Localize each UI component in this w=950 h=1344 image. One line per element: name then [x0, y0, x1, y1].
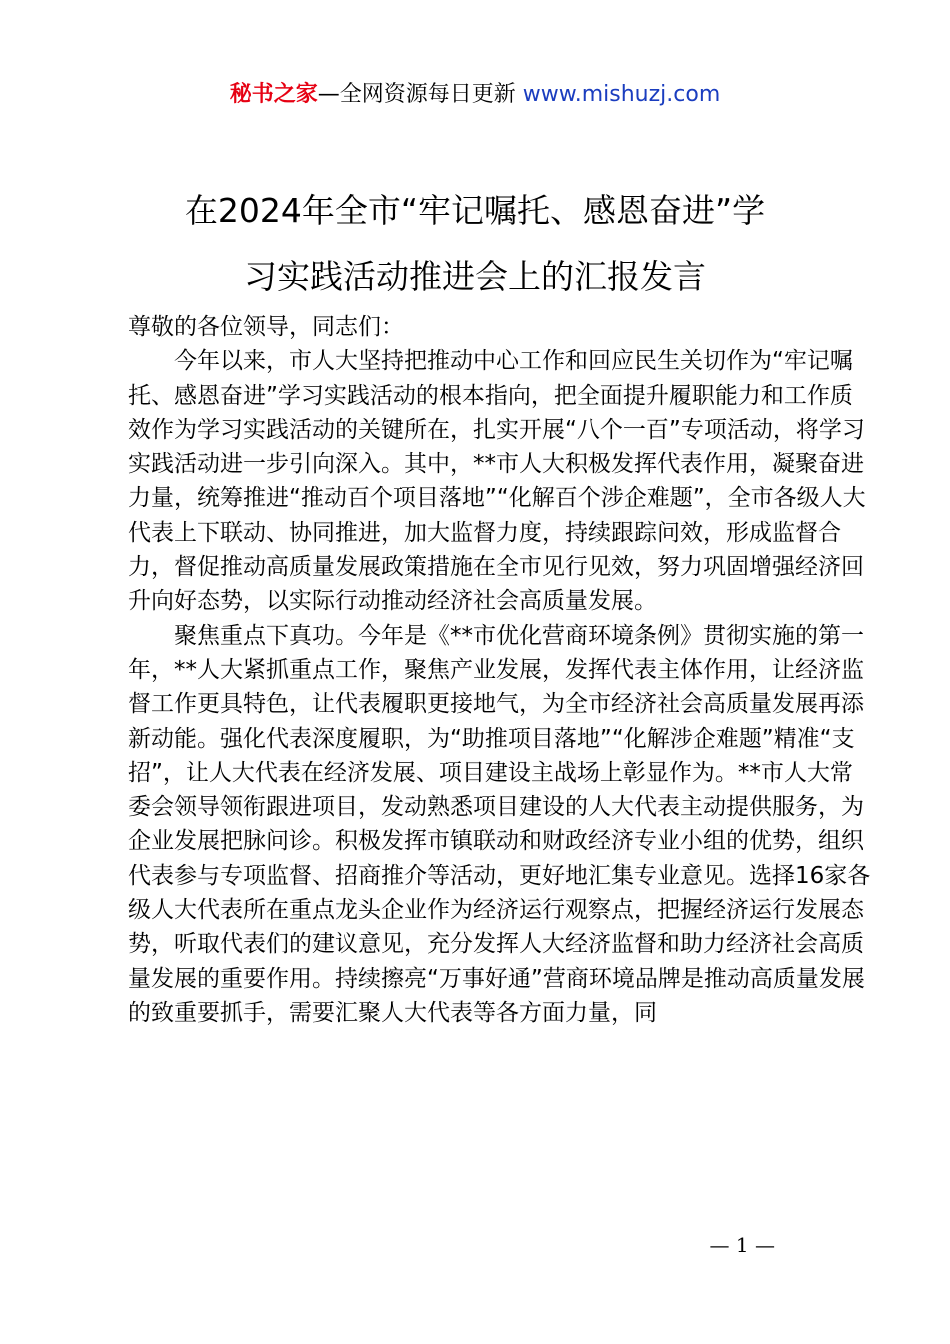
document-title-line-1: 在2024年全市“牢记嘱托、感恩奋进”学 [184, 191, 766, 230]
site-url-link[interactable]: www.mishuzj.com [522, 82, 721, 107]
page-number: — 1 — [709, 1233, 775, 1257]
paragraph: 今年以来，市人大坚持把推动中心工作和回应民生关切作为“牢记嘱托、感恩奋进”学习实践活动的根本指向，把全面提升履职能力和工作质效作为学习实践活动的关键所在，扎实开展“八个一百”专项活动，将学习实践活动进一步引向深入。其中，**市人大积极发挥代表作用，凝聚奋进力量，统筹推进“推动百个项目落地”“化解百个涉企难题”，全市各级人大代表上下联动、协同推进，加大监督力度，持续跟踪问效，形成监督合力，督促推动高质量发展政策措施在全市见行见效，努力巩固增强经济回升向好态势，以实际行动推动经济社会高质量发展。 [128, 348, 866, 615]
document-body [128, 310, 873, 1030]
site-banner [0, 78, 950, 112]
salutation: 尊敬的各位领导，同志们： [128, 314, 404, 340]
site-brand: 秘书之家 [229, 82, 318, 107]
document-title-line-2: 习实践活动推进会上的汇报发言 [244, 257, 706, 296]
site-slogan: —全网资源每日更新 [317, 82, 516, 107]
paragraph: 聚焦重点下真功。今年是《**市优化营商环境条例》贯彻实施的第一年，**人大紧抓重点工作，聚焦产业发展，发挥代表主体作用，让经济监督工作更具特色，让代表履职更接地气，为全市经济社会高质量发展再添新动能。强化代表深度履职，为“助推项目落地”“化解涉企难题”精准“支招”，让人大代表在经济发展、项目建设主战场上彰显作为。**市人大常委会领导领衔跟进项目，发动熟悉项目建设的人大代表主动提供服务，为企业发展把脉问诊。积极发挥市镇联动和财政经济专业小组的优势，组织代表参与专项监督、招商推介等活动，更好地汇集专业意见。选择16家各级人大代表所在重点龙头企业作为经济运行观察点，把握经济运行发展态势，听取代表们的建议意见，充分发挥人大经济监督和助力经济社会高质量发展的重要作用。持续擦亮“万事好通”营商环境品牌是推动高质量发展的致重要抓手，需要汇聚人大代表等各方面力量，同 [128, 622, 871, 1026]
